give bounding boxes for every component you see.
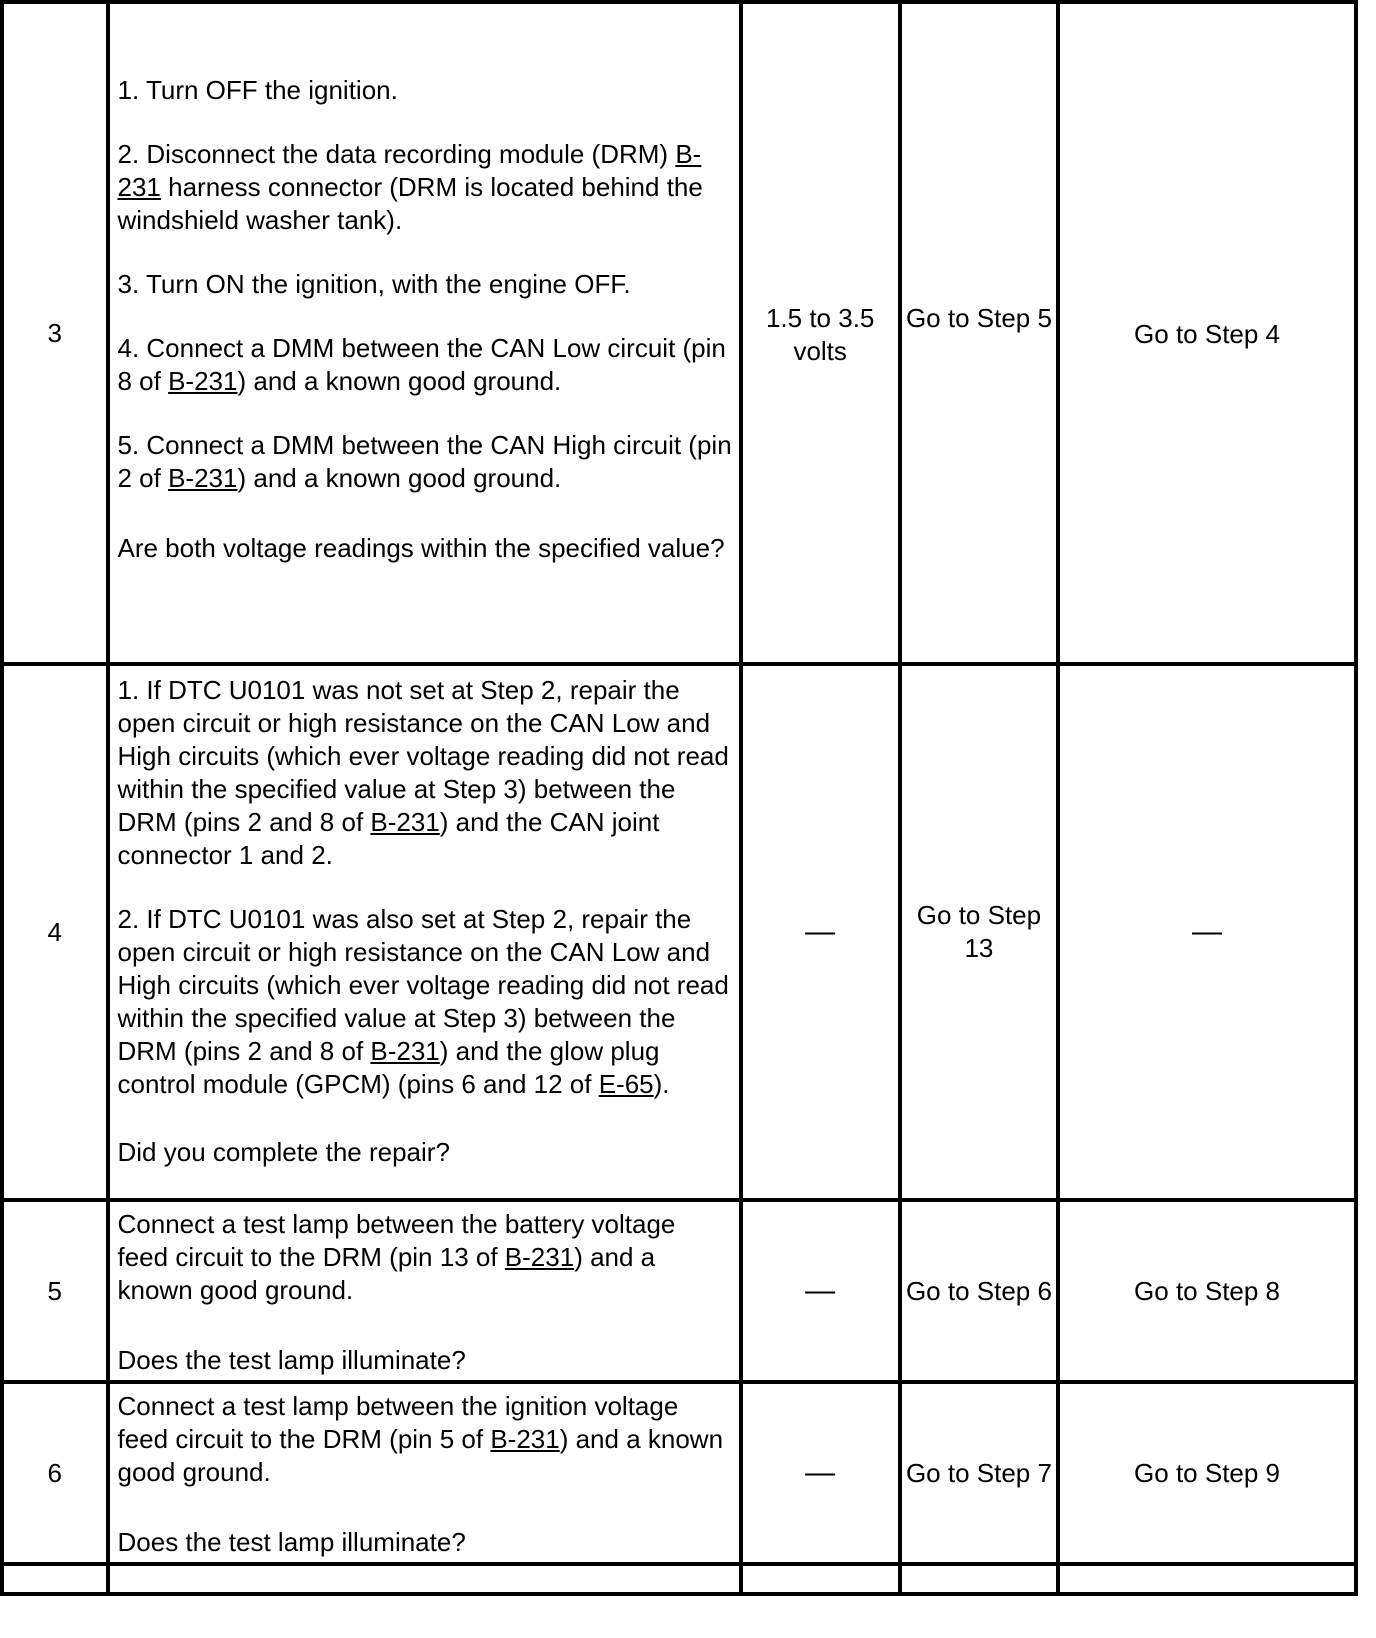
action-question: Does the test lamp illuminate? [117,1345,466,1375]
action-paragraph: Connect a test lamp between the battery voltage feed circuit to the DRM (pin 13 of B-231) and a known good ground. [117,1209,676,1305]
action-cell [108,1200,741,1382]
yes-cell: Go to Step 5 [900,2,1058,664]
action-paragraph: Connect a test lamp between the ignition voltage feed circuit to the DRM (pin 5 of B-231) and a known good ground. [117,1391,724,1487]
action-paragraph: 1. Turn OFF the ignition. [117,75,398,105]
table-row [2,1200,1356,1382]
step-number: 4 [2,664,108,1200]
action-cell [108,2,741,664]
action-cell [108,664,741,1200]
connector-link[interactable]: E-65 [598,1069,654,1099]
connector-link[interactable]: B-231 [370,1036,440,1066]
value-cell: — [741,664,900,1200]
connector-link[interactable]: B-231 [490,1424,560,1454]
step-number: 5 [2,1200,108,1382]
value-cell: — [741,1200,900,1382]
connector-link[interactable]: B-231 [504,1242,575,1272]
value-cell: 1.5 to 3.5 volts [741,2,900,664]
action-question: Are both voltage readings within the specified value? [117,533,725,563]
action-question: Did you complete the repair? [117,1137,450,1167]
action-cell [108,1382,741,1564]
connector-link[interactable]: B-231 [168,366,238,396]
action-paragraph: 3. Turn ON the ignition, with the engine OFF. [117,269,631,299]
action-paragraph: 5. Connect a DMM between the CAN High circuit (pin 2 of B-231) and a known good ground. [117,430,732,493]
table-row [2,664,1356,1200]
table-row [2,2,1356,664]
connector-link[interactable]: B-231 [117,139,702,202]
no-cell: — [1058,664,1356,1200]
table-row-partial [2,1564,1356,1594]
value-cell: — [741,1382,900,1564]
action-paragraph: 4. Connect a DMM between the CAN Low circuit (pin 8 of B-231) and a known good ground. [117,333,726,396]
step-number: 6 [2,1382,108,1564]
no-cell: Go to Step 8 [1058,1200,1356,1382]
no-cell: Go to Step 9 [1058,1382,1356,1564]
yes-cell: Go to Step 6 [900,1200,1058,1382]
action-question: Does the test lamp illuminate? [117,1527,466,1557]
action-paragraph: 2. Disconnect the data recording module (DRM) B-231 harness connector (DRM is located behind the windshield washer tank). [117,139,703,235]
yes-cell: Go to Step 7 [900,1382,1058,1564]
action-paragraph: 2. If DTC U0101 was also set at Step 2, repair the open circuit or high resistance on the CAN Low and High circuits (which ever voltage reading did not read within the specified value at Step 3) between the DRM (pins 2 and 8 of B-231) and the glow plug control module (GPCM) (pins 6 and 12 of E-65). [117,904,729,1099]
no-cell: Go to Step 4 [1058,2,1356,664]
connector-link[interactable]: B-231 [168,463,238,493]
yes-cell: Go to Step 13 [900,664,1058,1200]
step-number: 3 [2,2,108,664]
connector-link[interactable]: B-231 [370,807,440,837]
action-paragraph: 1. If DTC U0101 was not set at Step 2, repair the open circuit or high resistance on the CAN Low and High circuits (which ever voltage reading did not read within the specified value at Step 3) between the DRM (pins 2 and 8 of B-231) and the CAN joint connector 1 and 2. [117,675,729,870]
table-row [2,1382,1356,1564]
